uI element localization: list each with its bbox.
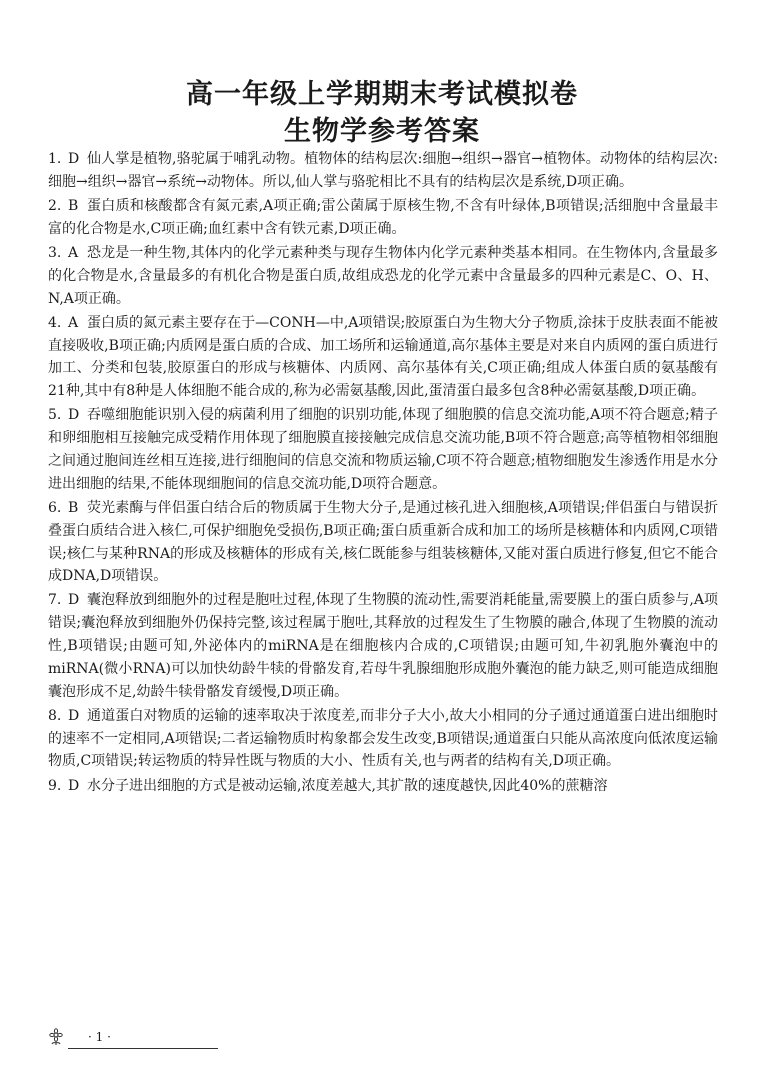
answer-explanation: 荧光素酶与伴侣蛋白结合后的物质属于生物大分子,是通过核孔进入细胞核,A项错误;伴侣蛋白与错误折叠蛋白质结合进入核仁,可保护细胞免受损伤,B项正确;蛋白质重新合成和加工的场所是核糖体和内质网,C项错误;核仁与某种RNA的形成及核糖体的形成有关,核仁既能参与组装核糖体,又能对蛋白质进行修复,但它不能合成DNA,D项错误。 <box>48 499 718 585</box>
page-footer <box>48 1028 228 1052</box>
answer-item-6 <box>48 497 718 588</box>
answer-item-5 <box>48 404 718 495</box>
answer-item-3 <box>48 242 718 310</box>
answer-letter: D <box>68 151 80 167</box>
answer-explanation: 恐龙是一种生物,其体内的化学元素种类与现存生物体内化学元素种类基本相同。在生物体内,含量最多的化合物是水,含量最多的有机化合物是蛋白质,故组成恐龙的化学元素中含量最多的四种元素是C、O、H、N,A项正确。 <box>48 244 718 307</box>
question-number: 7. <box>48 592 62 609</box>
page-title: 高一年级上学期期末考试模拟卷 <box>186 79 578 110</box>
answer-list <box>48 148 718 799</box>
answer-item-2 <box>48 195 718 241</box>
answer-letter: A <box>68 244 79 261</box>
question-number: 8. <box>48 707 62 724</box>
answer-letter: D <box>68 407 80 424</box>
answer-item-9 <box>48 775 718 798</box>
answer-letter: B <box>68 197 79 214</box>
answer-explanation: 吞噬细胞能识别入侵的病菌利用了细胞的识别功能,体现了细胞膜的信息交流功能,A项不符合题意;精子和卵细胞相互接触完成受精作用体现了细胞膜直接接触完成信息交流功能,B项不符合题意;高等植物相邻细胞之间通过胞间连丝相互连接,进行细胞间的信息交流和物质运输,C项不符合题意;植物细胞发生渗透作用是水分进出细胞的结果,不能体现细胞间的信息交流功能,D项符合题意。 <box>48 407 718 492</box>
answer-explanation: 水分子进出细胞的方式是被动运输,浓度差越大,其扩散的速度越快,因此40%的蔗糖溶 <box>87 777 608 794</box>
answer-item-8 <box>48 705 718 773</box>
flower-icon <box>48 1028 64 1046</box>
answer-letter: D <box>68 707 80 724</box>
answer-explanation: 通道蛋白对物质的运输的速率取决于浓度差,而非分子大小,故大小相同的分子通过通道蛋白进出细胞时的速率不一定相同,A项错误;二者运输物质时构象都会发生改变,B项错误;通道蛋白只能从高浓度向低浓度运输物质,C项错误;转运物质的特异性既与物质的大小、性质有关,也与两者的结构有关,D项正确。 <box>48 707 718 770</box>
answer-explanation: 蛋白质和核酸都含有氮元素,A项正确;雷公菌属于原核生物,不含有叶绿体,B项错误;活细胞中含量最丰富的化合物是水,C项正确;血红素中含有铁元素,D项正确。 <box>48 197 718 237</box>
answer-letter: D <box>68 592 80 609</box>
question-number: 5. <box>48 407 62 424</box>
question-number: 1. <box>48 151 62 167</box>
answer-explanation: 囊泡释放到细胞外的过程是胞吐过程,体现了生物膜的流动性,需要消耗能量,需要膜上的蛋白质参与,A项错误;囊泡释放到细胞外仍保持完整,该过程属于胞吐,其释放的过程发生了生物膜的融合,体现了生物膜的流动性,B项错误;由题可知,外泌体内的miRNA是在细胞核内合成的,C项错误;由题可知,牛初乳胞外囊泡中的miRNA(微小RNA)可以加快幼龄牛犊的骨骼发育,若母牛乳腺细胞形成胞外囊泡的能力缺乏,则可能造成细胞囊泡形成不足,幼龄牛犊骨骼发育缓慢,D项正确。 <box>48 592 718 700</box>
answer-item-4 <box>48 312 718 403</box>
question-number: 9. <box>48 777 62 794</box>
question-number: 6. <box>48 499 62 516</box>
page-number: · 1 · <box>88 1030 111 1044</box>
answer-letter: A <box>68 314 79 331</box>
answer-explanation: 仙人掌是植物,骆驼属于哺乳动物。植物体的结构层次:细胞→组织→器官→植物体。动物体的结构层次:细胞→组织→器官→系统→动物体。所以,仙人掌与骆驼相比不具有的结构层次是系统,D项正确。 <box>48 151 718 190</box>
question-number: 4. <box>48 314 62 331</box>
answer-explanation: 蛋白质的氮元素主要存在于—CONH—中,A项错误;胶原蛋白为生物大分子物质,涂抹于皮肤表面不能被直接吸收,B项正确;内质网是蛋白质的合成、加工场所和运输通道,高尔基体主要是对来自内质网的蛋白质进行加工、分类和包装,胶原蛋白的形成与核糖体、内质网、高尔基体有关,C项正确;组成人体蛋白质的氨基酸有21种,其中有8种是人体细胞不能合成的,称为必需氨基酸,因此,蛋清蛋白最多包含8种必需氨基酸,D项正确。 <box>48 314 718 400</box>
answer-item-7 <box>48 589 718 703</box>
answer-letter: D <box>68 777 80 794</box>
page-subtitle: 生物学参考答案 <box>284 116 480 147</box>
question-number: 2. <box>48 197 62 214</box>
answer-letter: B <box>68 499 79 516</box>
footer-divider <box>68 1048 218 1049</box>
question-number: 3. <box>48 244 62 261</box>
answer-item-1 <box>48 148 718 194</box>
